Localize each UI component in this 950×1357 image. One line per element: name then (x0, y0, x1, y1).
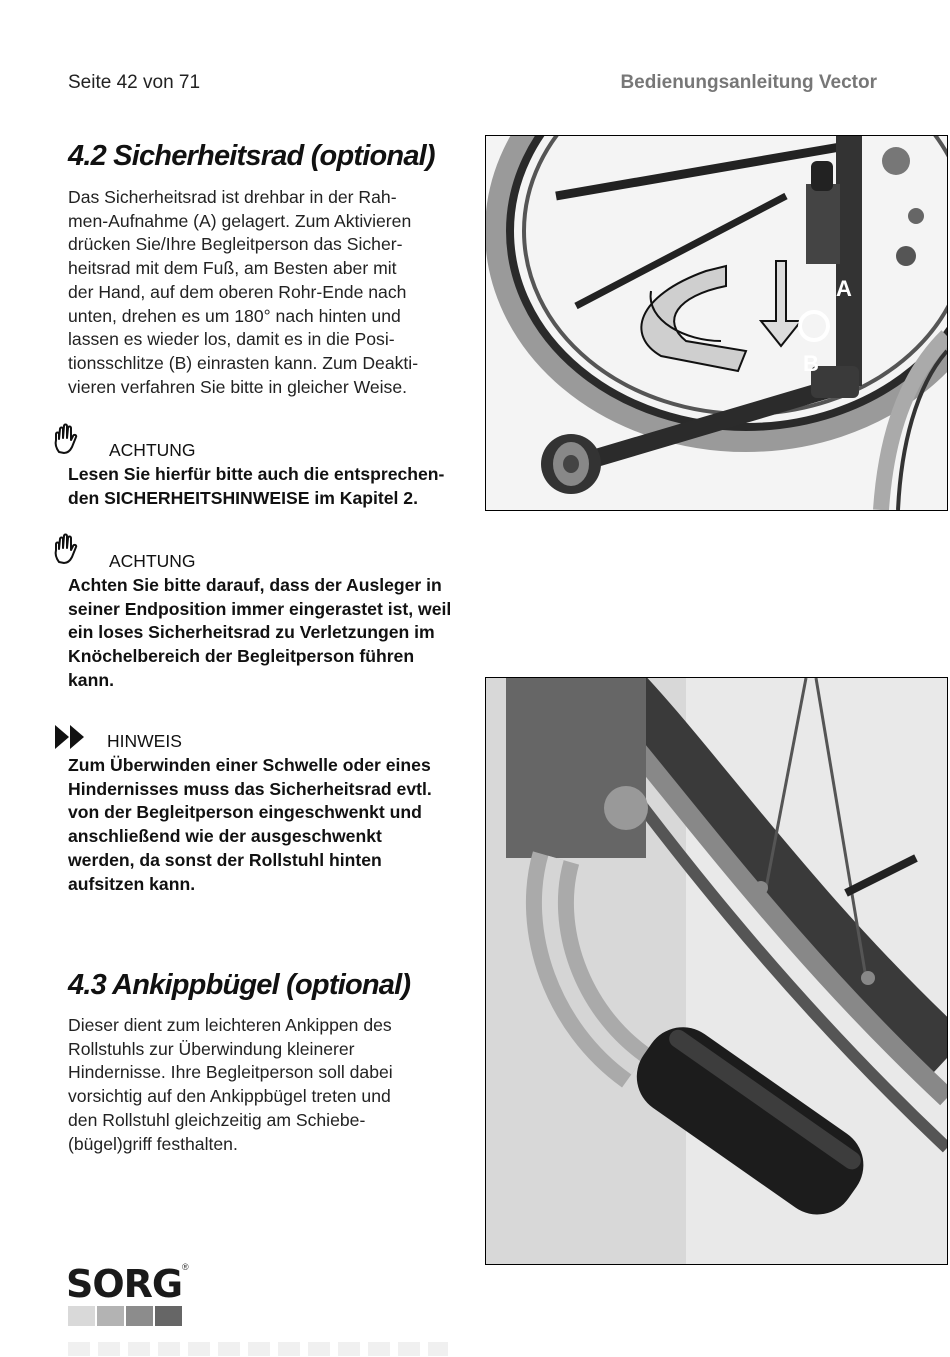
photo-label-b: B (803, 351, 819, 376)
logo-bar (155, 1306, 182, 1326)
notice-text: Achten Sie bitte darauf, dass der Ausleger in seiner Endposition immer eingerastet ist, weil ein loses Sicherheitsrad zu Verletzungen im Knöchelbereich der Begleitperson führen kann. (68, 575, 452, 690)
logo-bar (68, 1306, 95, 1326)
notice-label: ACHTUNG (109, 551, 196, 571)
photo-label-a: A (836, 276, 852, 301)
hand-warning-icon (50, 532, 84, 571)
section-body-4-3: Dieser dient zum leichteren Ankippen des Rollstuhls zur Überwindung kleinerer Hindernisse. Ihre Begleitperson soll dabei vorsichtig auf den Ankippbügel treten und den Rollstuhl gleichzeitig am Schiebe- (bügel)griff festhalten. (68, 1015, 393, 1154)
notice-label: HINWEIS (107, 731, 182, 751)
notice-text: Zum Überwinden einer Schwelle oder eines Hindernisses muss das Sicherheitsrad evtl. von der Begleitperson eingeschwenkt und anschließend wie der ausgeschwenkt werden, da sonst der Rollstuhl hinten aufsitzen kann. (68, 755, 432, 894)
notice-label: ACHTUNG (109, 440, 196, 460)
hand-warning-icon (50, 422, 84, 461)
logo-text: SORG (66, 1262, 183, 1306)
sorg-logo (66, 1258, 191, 1330)
footer-watermark (68, 1342, 448, 1356)
tipping-lever-photo (485, 677, 948, 1265)
page-header-right: Bedienungsanleitung Vector (620, 72, 877, 93)
double-arrow-icon (54, 722, 88, 757)
logo-bar (97, 1306, 124, 1326)
section-body-4-2: Das Sicherheitsrad ist drehbar in der Rah- men-Aufnahme (A) gelagert. Zum Aktivieren drücken Sie/Ihre Begleitperson das Sicher- heitsrad mit dem Fuß, am Besten aber mit der Hand, auf dem oberen Rohr-Ende nach unten, drehen es um 180° nach hinten und lassen es wieder los, damit es in die Posi- tionsschlitze (B) einrasten kann. Zum Deakti- vieren verfahren Sie bitte in gleicher Weise. (68, 187, 419, 397)
notice-text: Lesen Sie hierfür bitte auch die entsprechen- den SICHERHEITSHINWEISE im Kapitel 2. (68, 464, 445, 508)
logo-bar (126, 1306, 153, 1326)
section-title-4-2: 4.2 Sicherheitsrad (optional) (68, 140, 435, 172)
logo-registered: ® (182, 1262, 189, 1272)
safety-wheel-photo (485, 135, 948, 511)
page-header-left: Seite 42 von 71 (68, 72, 201, 93)
section-title-4-3: 4.3 Ankippbügel (optional) (68, 969, 411, 1001)
